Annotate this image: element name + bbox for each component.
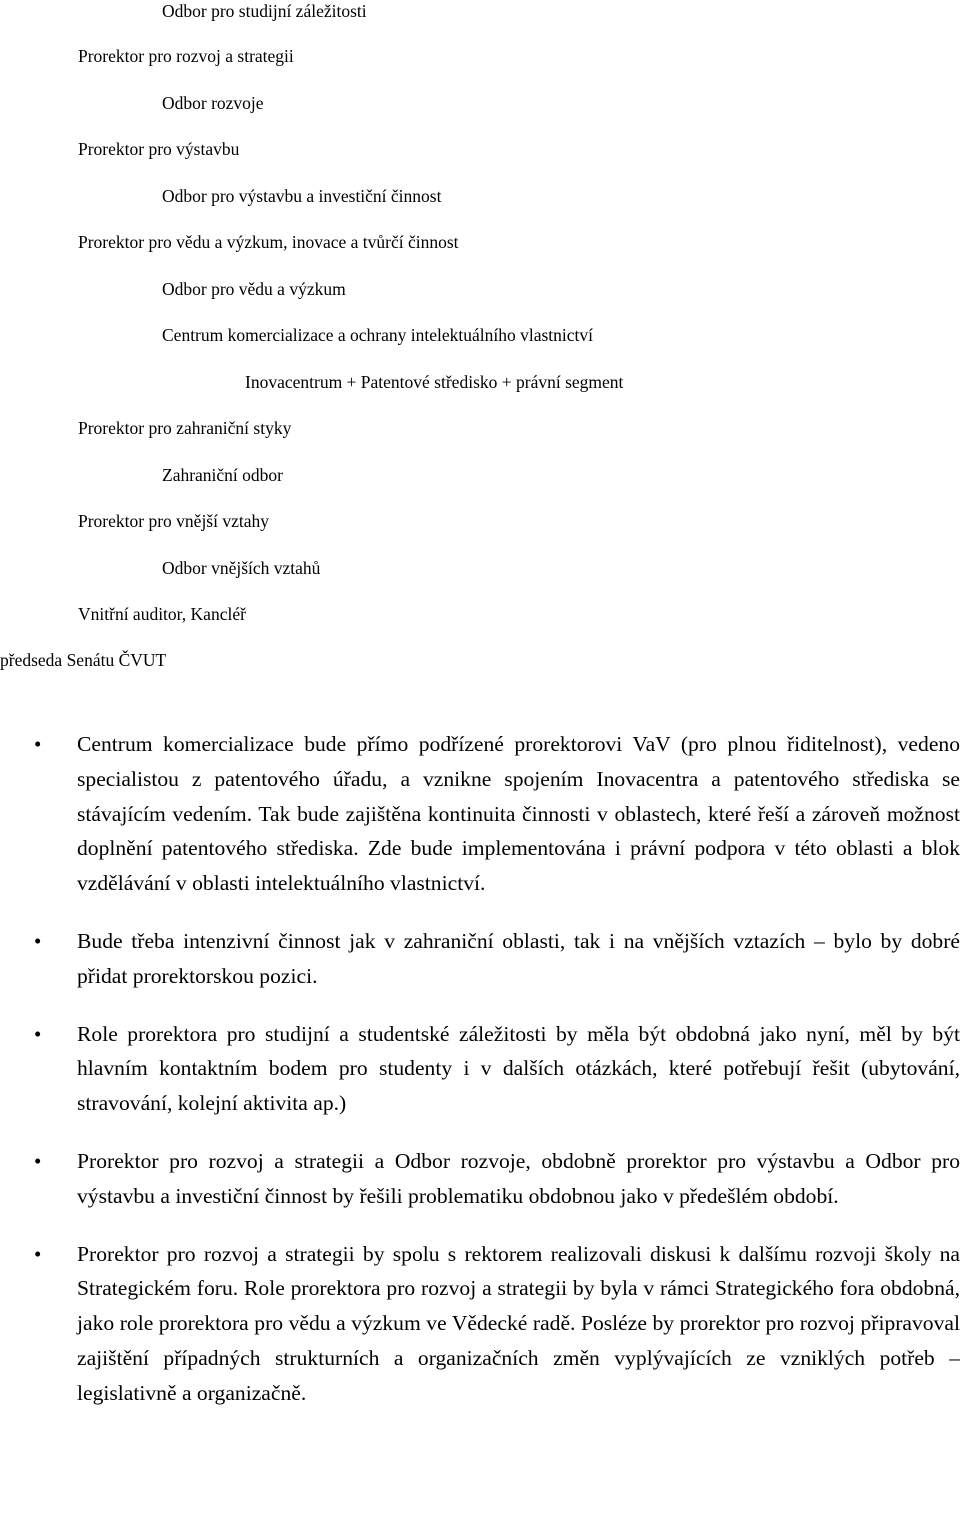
org-unit-odbor-vedy: Odbor pro vědu a výzkum <box>162 279 346 299</box>
bullet-icon: • <box>34 1241 42 1266</box>
bullet-item <box>0 924 960 994</box>
bullet-text: Bude třeba intenzivní činnost jak v zahraniční oblasti, tak i na vnějších vztazích – bylo by dobré přidat prorektorskou pozici. <box>77 928 960 988</box>
bullet-item <box>0 1237 960 1411</box>
org-unit-zahranicni-odbor: Zahraniční odbor <box>162 465 283 485</box>
bullet-item <box>0 1017 960 1121</box>
org-unit-prorektor-veda: Prorektor pro vědu a výzkum, inovace a tvůrčí činnost <box>78 232 459 252</box>
org-unit-prorektor-rozvoj: Prorektor pro rozvoj a strategii <box>78 46 294 66</box>
bullet-text: Prorektor pro rozvoj a strategii a Odbor rozvoje, obdobně prorektor pro výstavbu a Odbor pro výstavbu a investiční činnost by řešili problematiku obdobnou jako v předešlém období. <box>77 1148 960 1208</box>
org-unit-centrum-komercializace: Centrum komercializace a ochrany intelektuálního vlastnictví <box>162 325 594 345</box>
org-unit-studijni-odbor: Odbor pro studijní záležitosti <box>162 1 367 21</box>
org-unit-inovacentrum: Inovacentrum + Patentové středisko + právní segment <box>245 372 624 392</box>
org-unit-predseda-senatu: předseda Senátu ČVUT <box>0 650 167 670</box>
bullet-list <box>0 727 960 1411</box>
org-unit-prorektor-vystavba: Prorektor pro výstavbu <box>78 139 240 159</box>
org-unit-odbor-rozvoje: Odbor rozvoje <box>162 93 264 113</box>
bullet-item <box>0 727 960 901</box>
bullet-item <box>0 1144 960 1214</box>
bullet-text: Centrum komercializace bude přímo podřízené prorektorovi VaV (pro plnou řiditelnost), vedeno specialistou z patentového úřadu, a vznikne spojením Inovacentra a patentového střediska se stávajícím vedením. Tak bude zajištěna kontinuita činnosti v oblastech, které řeší a zároveň možnost doplnění patentového střediska. Zde bude implementována i právní podpora v této oblasti a blok vzdělávání v oblasti intelektuálního vlastnictví. <box>77 732 960 896</box>
org-unit-prorektor-zahranici: Prorektor pro zahraniční styky <box>78 418 292 438</box>
bullet-text: Role prorektora pro studijní a studentské záležitosti by měla být obdobná jako nyní, měl by být hlavním kontaktním bodem pro studenty i v dalších otázkách, které potřebují řešit (ubytování, stravování, kolejní aktivita ap.) <box>77 1021 960 1116</box>
org-unit-prorektor-vnejsi: Prorektor pro vnější vztahy <box>78 511 269 531</box>
bullet-icon: • <box>34 1148 42 1173</box>
bullet-icon: • <box>34 928 42 953</box>
bullet-text: Prorektor pro rozvoj a strategii by spolu s rektorem realizovali diskusi k dalšímu rozvoji školy na Strategickém foru. Role prorektora pro rozvoj a strategii by byla v rámci Strategického fora obdobná, jako role prorektora pro vědu a výzkum ve Vědecké radě. Posléze by prorektor pro rozvoj připravoval zajištění případných strukturních a organizačních změn vyplývajících ze vzniklých potřeb – legislativně a organizačně. <box>77 1241 960 1405</box>
org-unit-odbor-vystavby: Odbor pro výstavbu a investiční činnost <box>162 186 442 206</box>
bullet-icon: • <box>34 1021 42 1046</box>
org-unit-odbor-vnejsich-vztahu: Odbor vnějších vztahů <box>162 558 321 578</box>
org-unit-auditor-kancler: Vnitřní auditor, Kancléř <box>78 604 246 624</box>
bullet-icon: • <box>34 732 42 756</box>
